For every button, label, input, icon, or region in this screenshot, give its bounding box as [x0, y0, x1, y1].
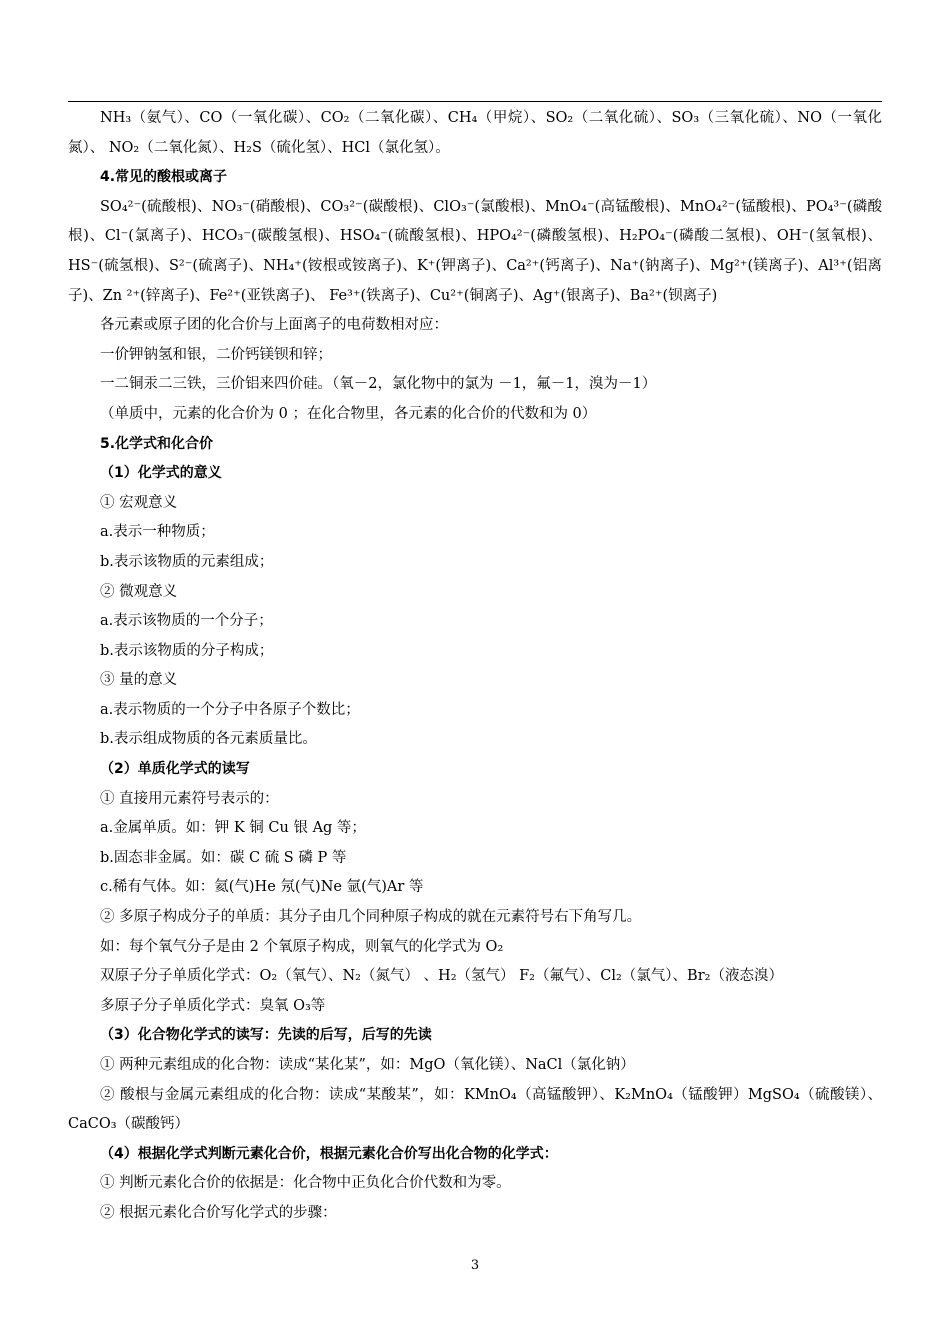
paragraph: 如：每个氧气分子是由 2 个氧原子构成，则氧气的化学式为 O₂	[100, 938, 504, 955]
document-body	[68, 104, 882, 1229]
paragraph: a.表示一种物质；	[100, 524, 215, 541]
paragraph: ② 根据元素化合价写化学式的步骤：	[100, 1204, 337, 1221]
section-heading: （4）根据化学式判断元素化合价，根据元素化合价写出化合物的化学式：	[100, 1145, 558, 1162]
paragraph: a.表示该物质的一个分子；	[100, 613, 273, 630]
paragraph: 多原子分子单质化学式：臭氧 O₃等	[100, 997, 326, 1014]
paragraph: ① 判断元素化合价的依据是：化合物中正负化合价代数和为零。	[100, 1175, 511, 1192]
paragraph: ① 宏观意义	[100, 494, 178, 511]
paragraph: SO₄²⁻(硫酸根)、NO₃⁻(硝酸根)、CO₃²⁻(碳酸根)、ClO₃⁻(氯酸根)、MnO₄⁻(高锰酸根)、MnO₄²⁻(锰酸根)、PO₄³⁻(磷酸根)、Cl⁻(氯离子)、HCO₃⁻(碳酸氢根)、HSO₄⁻(硫酸氢根)、HPO₄²⁻(磷酸氢根)、H₂PO₄⁻(磷酸二氢根)、OH⁻(氢氧根)、HS⁻(硫氢根)、S²⁻(硫离子)、NH₄⁺(铵根或铵离子)、K⁺(钾离子)、Ca²⁺(钙离子)、Na⁺(钠离子)、Mg²⁺(镁离子)、Al³⁺(铝离子)、Zn ²⁺(锌离子)、Fe²⁺(亚铁离子)、 Fe³⁺(铁离子)、Cu²⁺(铜离子)、Ag⁺(银离子)、Ba²⁺(钡离子)	[68, 198, 882, 304]
paragraph: b.固态非金属。如：碳 C 硫 S 磷 P 等	[100, 849, 347, 866]
paragraph: b.表示组成物质的各元素质量比。	[100, 731, 317, 748]
paragraph: （单质中，元素的化合价为 0 ；在化合物里，各元素的化合价的代数和为 0）	[100, 405, 597, 422]
section-heading: （3）化合物化学式的读写：先读的后写，后写的先读	[100, 1027, 432, 1044]
paragraph: 各元素或原子团的化合价与上面离子的电荷数相对应：	[100, 317, 448, 334]
paragraph: a.金属单质。如：钾 K 铜 Cu 银 Ag 等；	[100, 820, 366, 837]
section-heading: 5.化学式和化合价	[100, 435, 214, 452]
section-heading: （1）化学式的意义	[100, 465, 222, 482]
paragraph: 一价钾钠氢和银，二价钙镁钡和锌；	[100, 346, 332, 363]
paragraph: ① 直接用元素符号表示的：	[100, 790, 279, 807]
paragraph: 一二铜汞二三铁，三价铝来四价硅。（氧－2，氯化物中的氯为 －1，氟－1，溴为－1）	[100, 376, 657, 393]
paragraph: ① 两种元素组成的化合物：读成“某化某”，如：MgO（氧化镁）、NaCl（氯化钠）	[100, 1057, 635, 1073]
paragraph: b.表示该物质的元素组成；	[100, 553, 274, 570]
page-number: 3	[470, 1258, 480, 1273]
paragraph: ② 微观意义	[100, 583, 178, 600]
paragraph: ③ 量的意义	[100, 672, 178, 689]
paragraph: ② 酸根与金属元素组成的化合物：读成“某酸某”，如：KMnO₄（高锰酸钾）、K₂MnO₄（锰酸钾）MgSO₄（硫酸镁）、CaCO₃（碳酸钙）	[68, 1086, 882, 1133]
paragraph: 双原子分子单质化学式：O₂（氧气）、N₂（氮气） 、H₂（氢气） F₂（氟气）、Cl₂（氯气）、Br₂（液态溴）	[100, 968, 783, 985]
header-rule	[68, 101, 882, 102]
paragraph: NH₃（氨气）、CO（一氧化碳）、CO₂（二氧化碳）、CH₄（甲烷）、SO₂（二氧化硫）、SO₃（三氧化硫）、NO（一氧化氮）、 NO₂（二氧化氮）、H₂S（硫化氢）、HCl（氯化氢）。	[68, 110, 882, 156]
paragraph: c.稀有气体。如：氦(气)He 氖(气)Ne 氩(气)Ar 等	[100, 879, 424, 896]
section-heading: 4.常见的酸根或离子	[100, 169, 228, 186]
paragraph: b.表示该物质的分子构成；	[100, 642, 274, 659]
paragraph: a.表示物质的一个分子中各原子个数比；	[100, 701, 360, 718]
paragraph: ② 多原子构成分子的单质：其分子由几个同种原子构成的就在元素符号右下角写几。	[100, 909, 642, 926]
section-heading: （2）单质化学式的读写	[100, 761, 250, 778]
